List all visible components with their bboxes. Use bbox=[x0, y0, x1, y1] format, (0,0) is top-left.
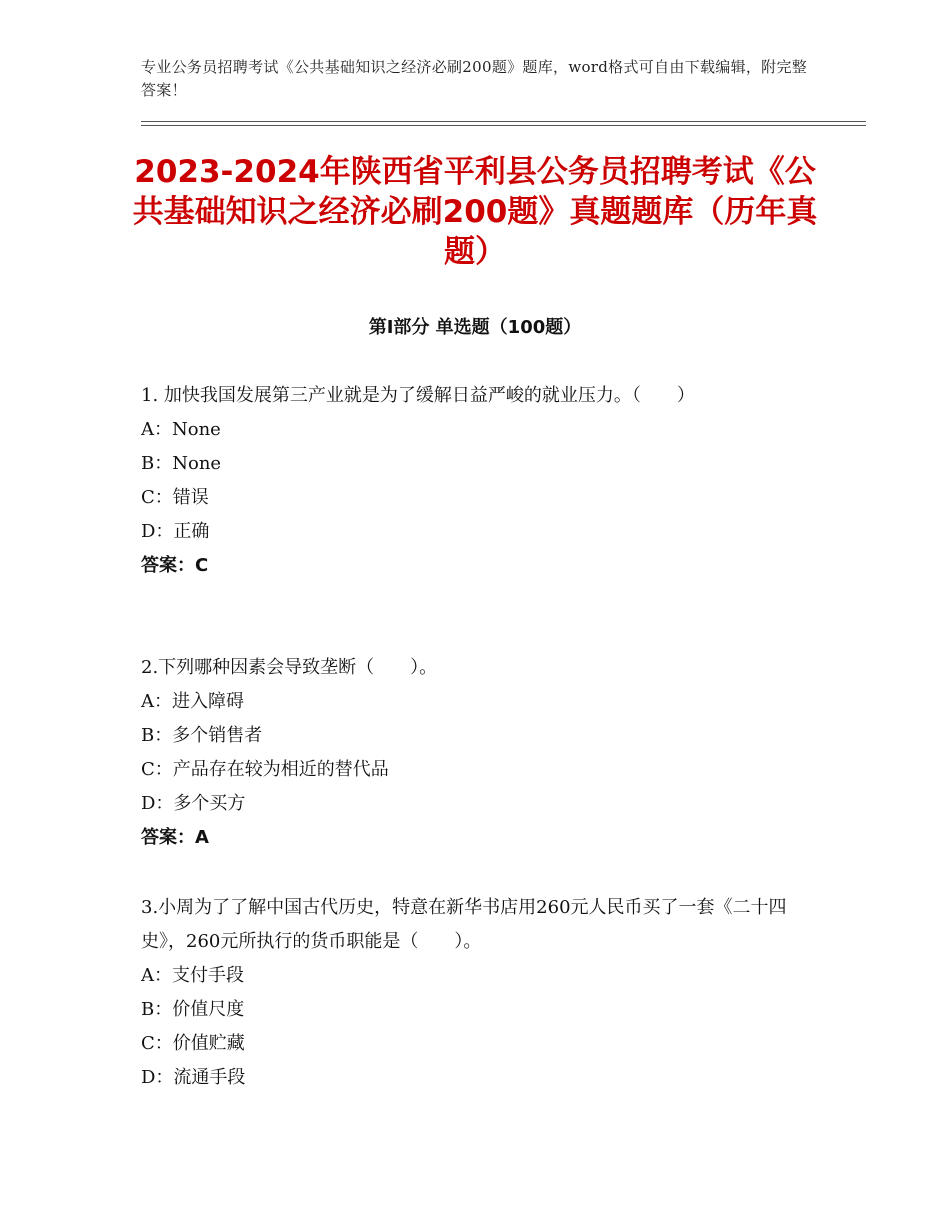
question-2 bbox=[141, 651, 831, 855]
option-a: A：进入障碍 bbox=[141, 691, 244, 712]
option-b: B：多个销售者 bbox=[141, 725, 263, 746]
header-divider-top bbox=[141, 121, 866, 122]
answer-text: 答案：C bbox=[141, 555, 209, 576]
question-3 bbox=[141, 891, 831, 1095]
answer-text: 答案：A bbox=[141, 827, 209, 848]
option-a: A：None bbox=[141, 419, 221, 440]
question-1 bbox=[141, 379, 831, 583]
option-b: B：价值尺度 bbox=[141, 999, 245, 1020]
option-c: C：产品存在较为相近的替代品 bbox=[141, 759, 389, 780]
header-note: 专业公务员招聘考试《公共基础知识之经济必刷200题》题库，word格式可自由下载编辑，附完整答案！ bbox=[141, 58, 808, 99]
option-b: B：None bbox=[141, 453, 222, 474]
option-c: C：价值贮藏 bbox=[141, 1033, 245, 1054]
option-c: C：错误 bbox=[141, 487, 209, 508]
question-stem: 2.下列哪种因素会导致垄断（ ）。 bbox=[141, 657, 438, 678]
header-divider-bottom bbox=[141, 125, 866, 126]
question-stem: 1. 加快我国发展第三产业就是为了缓解日益严峻的就业压力。（ ） bbox=[141, 385, 695, 406]
document-title: 2023-2024年陕西省平利县公务员招聘考试《公共基础知识之经济必刷200题》真题题库（历年真题） bbox=[132, 154, 818, 270]
option-d: D：多个买方 bbox=[141, 793, 246, 814]
option-d: D：流通手段 bbox=[141, 1067, 246, 1088]
option-a: A：支付手段 bbox=[141, 965, 244, 986]
section-title: 第I部分 单选题（100题） bbox=[368, 317, 582, 338]
option-d: D：正确 bbox=[141, 521, 210, 542]
question-stem: 3.小周为了了解中国古代历史，特意在新华书店用260元人民币买了一套《二十四史》，260元所执行的货币职能是（ ）。 bbox=[141, 897, 787, 952]
